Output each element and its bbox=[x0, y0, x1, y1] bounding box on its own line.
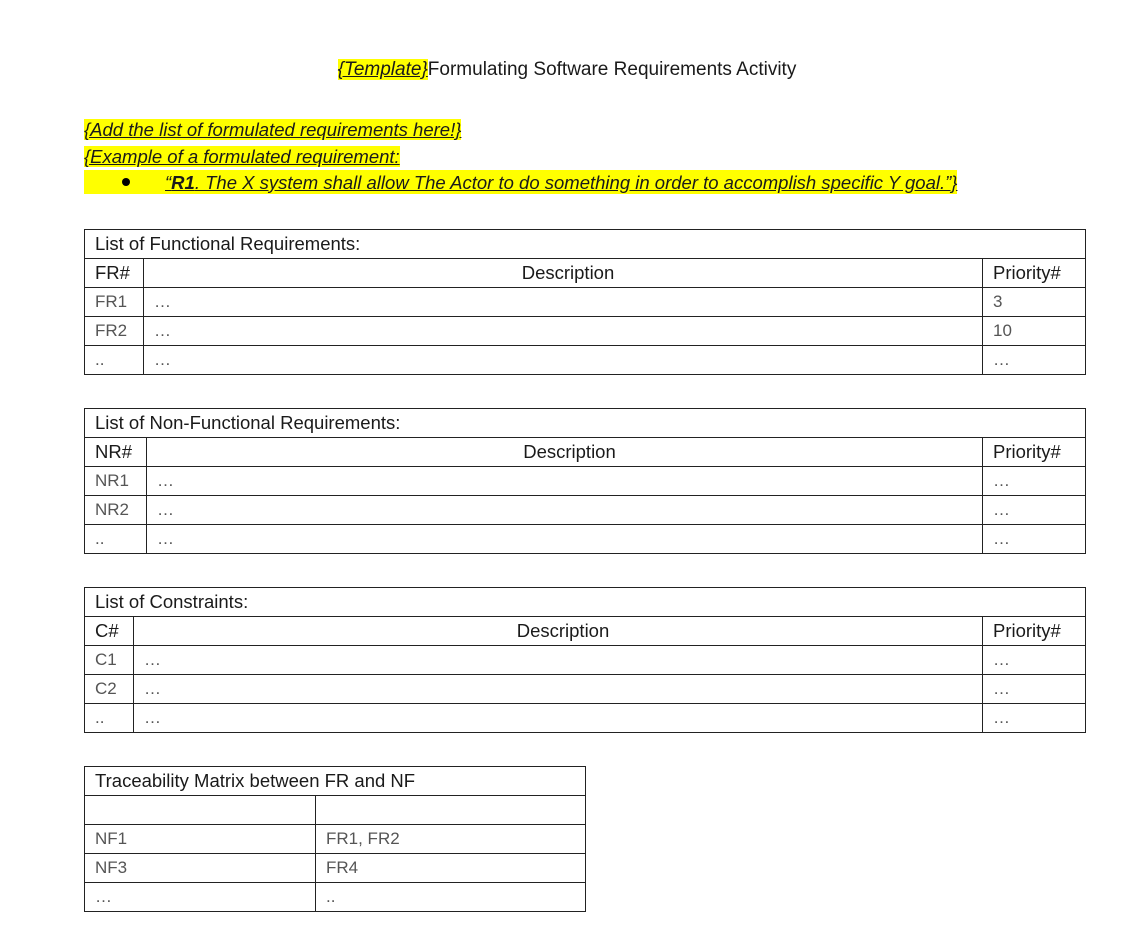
column-header: FR# bbox=[85, 259, 144, 288]
table-cell: … bbox=[983, 646, 1086, 675]
table-cell: .. bbox=[85, 704, 134, 733]
table-row bbox=[85, 288, 1086, 317]
table-cell: 10 bbox=[983, 317, 1086, 346]
table-cell: … bbox=[147, 496, 983, 525]
template-tag: {Template} bbox=[337, 59, 428, 80]
column-header: NR# bbox=[85, 438, 147, 467]
table-cell: … bbox=[144, 317, 983, 346]
table-caption: Traceability Matrix between FR and NF bbox=[85, 767, 586, 796]
table-row bbox=[85, 883, 586, 912]
column-header: Description bbox=[134, 617, 983, 646]
table-cell: … bbox=[983, 467, 1086, 496]
column-header: Description bbox=[147, 438, 983, 467]
table-cell: … bbox=[134, 646, 983, 675]
table-caption: List of Constraints: bbox=[85, 588, 1086, 617]
constraints-table bbox=[84, 587, 1086, 733]
bullet-icon bbox=[122, 178, 130, 186]
table-cell: … bbox=[134, 704, 983, 733]
table-cell: FR2 bbox=[85, 317, 144, 346]
table-cell: C2 bbox=[85, 675, 134, 704]
table-caption: List of Functional Requirements: bbox=[85, 230, 1086, 259]
title-text: Formulating Software Requirements Activity bbox=[427, 59, 797, 80]
table-cell: … bbox=[147, 525, 983, 554]
table-row bbox=[85, 675, 1086, 704]
table-cell: FR4 bbox=[316, 854, 586, 883]
table-cell: NF3 bbox=[85, 854, 316, 883]
table-cell: .. bbox=[316, 883, 586, 912]
table-cell bbox=[316, 796, 586, 825]
table-cell: … bbox=[983, 704, 1086, 733]
table-row bbox=[85, 704, 1086, 733]
table-cell: … bbox=[983, 675, 1086, 704]
table-cell: NR1 bbox=[85, 467, 147, 496]
table-cell: … bbox=[144, 288, 983, 317]
table-cell: NR2 bbox=[85, 496, 147, 525]
table-row bbox=[85, 825, 586, 854]
example-bullet bbox=[84, 170, 957, 194]
column-header: Description bbox=[144, 259, 983, 288]
column-header: Priority# bbox=[983, 617, 1086, 646]
table-cell: … bbox=[983, 346, 1086, 375]
table-row bbox=[85, 317, 1086, 346]
table-row bbox=[85, 796, 586, 825]
column-header: Priority# bbox=[983, 438, 1086, 467]
table-cell: … bbox=[85, 883, 316, 912]
table-cell: … bbox=[983, 525, 1086, 554]
note-example: {Example of a formulated requirement: bbox=[84, 146, 400, 167]
table-row bbox=[85, 854, 586, 883]
table-cell: … bbox=[147, 467, 983, 496]
note-add-list: {Add the list of formulated requirements here!} bbox=[84, 119, 462, 140]
table-cell: FR1, FR2 bbox=[316, 825, 586, 854]
table-row bbox=[85, 467, 1086, 496]
nonfunctional-requirements-table bbox=[84, 408, 1086, 554]
table-row bbox=[85, 496, 1086, 525]
table-cell: C1 bbox=[85, 646, 134, 675]
bullet-text: . The X system shall allow The Actor to do something in order to accomplish specific Y goal.”} bbox=[194, 171, 958, 193]
table-cell: .. bbox=[85, 346, 144, 375]
table-row bbox=[85, 525, 1086, 554]
bullet-req-id: R1 bbox=[171, 171, 195, 193]
table-cell: .. bbox=[85, 525, 147, 554]
traceability-matrix-table bbox=[84, 766, 586, 912]
table-cell bbox=[85, 796, 316, 825]
bullet-prefix: “ bbox=[165, 171, 172, 193]
table-cell: FR1 bbox=[85, 288, 144, 317]
column-header: C# bbox=[85, 617, 134, 646]
table-row bbox=[85, 646, 1086, 675]
table-row bbox=[85, 346, 1086, 375]
table-cell: … bbox=[144, 346, 983, 375]
instruction-notes bbox=[84, 116, 957, 194]
functional-requirements-table bbox=[84, 229, 1086, 375]
table-cell: … bbox=[983, 496, 1086, 525]
table-cell: … bbox=[134, 675, 983, 704]
table-cell: NF1 bbox=[85, 825, 316, 854]
page-title bbox=[0, 58, 1134, 82]
table-cell: 3 bbox=[983, 288, 1086, 317]
column-header: Priority# bbox=[983, 259, 1086, 288]
table-caption: List of Non-Functional Requirements: bbox=[85, 409, 1086, 438]
